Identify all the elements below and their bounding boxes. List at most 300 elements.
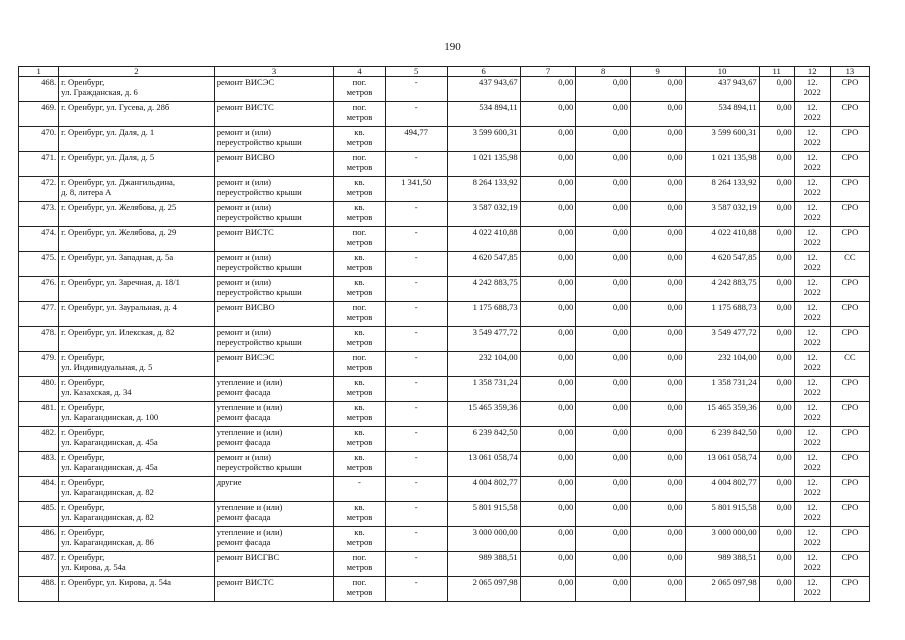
address-cell xyxy=(59,252,215,277)
cost-col9-cell: 0,00 xyxy=(630,302,685,327)
work-type-cell xyxy=(214,102,334,127)
cost-col8-cell: 0,00 xyxy=(576,277,631,302)
unit-cell xyxy=(334,252,386,277)
unit-cell-line: метров xyxy=(346,437,373,447)
cost-total-cell: 3 000 000,00 xyxy=(447,527,520,552)
column-header-6: 6 xyxy=(447,67,520,77)
unit-cell-line: пог. xyxy=(352,152,367,162)
row-number: 477. xyxy=(19,302,59,327)
unit-cell-line: метров xyxy=(346,462,373,472)
unit-cell-line: метров xyxy=(346,587,373,597)
cost-col10-cell: 1 175 688,73 xyxy=(685,302,759,327)
deadline-cell-line: 12. xyxy=(806,227,818,237)
volume-cell: - xyxy=(385,302,447,327)
method-cell: СРО xyxy=(830,77,869,102)
deadline-cell xyxy=(794,352,830,377)
cost-col11-cell: 0,00 xyxy=(759,227,794,252)
method-cell: СРО xyxy=(830,302,869,327)
work-type-cell-line: переустройство крыши xyxy=(216,337,302,347)
deadline-cell-line: 2022 xyxy=(803,437,821,447)
deadline-cell xyxy=(794,377,830,402)
deadline-cell-line: 12. xyxy=(806,152,818,162)
unit-cell-line: метров xyxy=(346,287,373,297)
cost-col9-cell: 0,00 xyxy=(630,377,685,402)
unit-cell-line: метров xyxy=(346,562,373,572)
deadline-cell-line: 12. xyxy=(806,327,818,337)
method-cell: СРО xyxy=(830,577,869,602)
cost-col9-cell: 0,00 xyxy=(630,552,685,577)
cost-total-cell: 8 264 133,92 xyxy=(447,177,520,202)
page-number: 190 xyxy=(444,41,461,53)
deadline-cell-line: 12. xyxy=(806,177,818,187)
deadline-cell-line: 2022 xyxy=(803,512,821,522)
deadline-cell-line: 12. xyxy=(806,277,818,287)
unit-cell-line: пог. xyxy=(352,302,367,312)
column-header-3: 3 xyxy=(214,67,334,77)
cost-total-cell: 1 175 688,73 xyxy=(447,302,520,327)
work-type-cell-line: ремонт и (или) xyxy=(216,127,272,137)
volume-cell: - xyxy=(385,352,447,377)
deadline-cell xyxy=(794,177,830,202)
work-type-cell xyxy=(214,77,334,102)
address-cell-line: г. Оренбург, xyxy=(61,77,105,87)
address-cell-line: г. Оренбург, xyxy=(61,477,105,487)
table-row xyxy=(19,102,870,127)
cost-col9-cell: 0,00 xyxy=(630,452,685,477)
volume-cell: - xyxy=(385,502,447,527)
cost-col11-cell: 0,00 xyxy=(759,202,794,227)
cost-col9-cell: 0,00 xyxy=(630,77,685,102)
unit-cell-line: метров xyxy=(346,87,373,97)
work-type-cell xyxy=(214,402,334,427)
method-cell: СРО xyxy=(830,327,869,352)
cost-col9-cell: 0,00 xyxy=(630,277,685,302)
address-cell xyxy=(59,152,215,177)
cost-col9-cell: 0,00 xyxy=(630,352,685,377)
works-table xyxy=(18,66,870,602)
unit-cell xyxy=(334,452,386,477)
volume-cell: - xyxy=(385,377,447,402)
volume-cell: - xyxy=(385,227,447,252)
deadline-cell-line: 12. xyxy=(806,127,818,137)
cost-col7-cell: 0,00 xyxy=(520,502,576,527)
address-cell-line: ул. Карагандинская, д. 100 xyxy=(61,412,159,422)
cost-col9-cell: 0,00 xyxy=(630,252,685,277)
deadline-cell-line: 2022 xyxy=(803,562,821,572)
unit-cell-line: метров xyxy=(346,162,373,172)
cost-col8-cell: 0,00 xyxy=(576,227,631,252)
work-type-cell xyxy=(214,527,334,552)
cost-col7-cell: 0,00 xyxy=(520,352,576,377)
deadline-cell xyxy=(794,527,830,552)
row-number: 475. xyxy=(19,252,59,277)
address-cell-line: ул. Карагандинская, д. 45а xyxy=(61,462,158,472)
work-type-cell-line: утепление и (или) xyxy=(216,527,283,537)
cost-col10-cell: 15 465 359,36 xyxy=(685,402,759,427)
method-cell: СРО xyxy=(830,152,869,177)
method-cell: СРО xyxy=(830,402,869,427)
unit-cell xyxy=(334,477,386,502)
cost-col8-cell: 0,00 xyxy=(576,527,631,552)
cost-col11-cell: 0,00 xyxy=(759,477,794,502)
cost-col8-cell: 0,00 xyxy=(576,327,631,352)
cost-col8-cell: 0,00 xyxy=(576,477,631,502)
cost-total-cell: 4 004 802,77 xyxy=(447,477,520,502)
volume-cell: - xyxy=(385,552,447,577)
deadline-cell-line: 12. xyxy=(806,252,818,262)
cost-col11-cell: 0,00 xyxy=(759,127,794,152)
deadline-cell xyxy=(794,252,830,277)
address-cell-line: г. Оренбург, xyxy=(61,427,105,437)
cost-col7-cell: 0,00 xyxy=(520,452,576,477)
cost-col9-cell: 0,00 xyxy=(630,577,685,602)
row-number: 472. xyxy=(19,177,59,202)
unit-cell-line: кв. xyxy=(354,427,365,437)
address-cell xyxy=(59,77,215,102)
cost-col7-cell: 0,00 xyxy=(520,377,576,402)
row-number: 484. xyxy=(19,477,59,502)
cost-col10-cell: 3 000 000,00 xyxy=(685,527,759,552)
work-type-cell-line: ремонт ВИСТС xyxy=(216,577,274,587)
table-row xyxy=(19,252,870,277)
cost-col11-cell: 0,00 xyxy=(759,577,794,602)
table-row xyxy=(19,502,870,527)
cost-col8-cell: 0,00 xyxy=(576,302,631,327)
cost-col10-cell: 5 801 915,58 xyxy=(685,502,759,527)
column-header-10: 10 xyxy=(685,67,759,77)
volume-cell: - xyxy=(385,252,447,277)
deadline-cell-line: 2022 xyxy=(803,362,821,372)
cost-col11-cell: 0,00 xyxy=(759,252,794,277)
row-number: 480. xyxy=(19,377,59,402)
deadline-cell-line: 2022 xyxy=(803,162,821,172)
deadline-cell xyxy=(794,152,830,177)
cost-col8-cell: 0,00 xyxy=(576,77,631,102)
cost-col11-cell: 0,00 xyxy=(759,352,794,377)
unit-cell-line: пог. xyxy=(352,552,367,562)
method-cell: СРО xyxy=(830,277,869,302)
table-row xyxy=(19,277,870,302)
cost-total-cell: 534 894,11 xyxy=(447,102,520,127)
unit-cell-line: кв. xyxy=(354,527,365,537)
cost-col11-cell: 0,00 xyxy=(759,77,794,102)
unit-cell-line: метров xyxy=(346,512,373,522)
deadline-cell-line: 2022 xyxy=(803,387,821,397)
table-row xyxy=(19,452,870,477)
method-cell: СРО xyxy=(830,102,869,127)
deadline-cell-line: 12. xyxy=(806,302,818,312)
table-row xyxy=(19,77,870,102)
method-cell: СРО xyxy=(830,427,869,452)
deadline-cell xyxy=(794,202,830,227)
address-cell-line: ул. Казахская, д. 34 xyxy=(61,387,132,397)
cost-col8-cell: 0,00 xyxy=(576,352,631,377)
cost-col8-cell: 0,00 xyxy=(576,402,631,427)
work-type-cell-line: ремонт фасада xyxy=(216,437,271,447)
volume-cell: 494,77 xyxy=(385,127,447,152)
deadline-cell-line: 2022 xyxy=(803,312,821,322)
deadline-cell-line: 12. xyxy=(806,577,818,587)
cost-col10-cell: 8 264 133,92 xyxy=(685,177,759,202)
work-type-cell-line: ремонт ВИСТС xyxy=(216,227,274,237)
address-cell xyxy=(59,477,215,502)
address-cell xyxy=(59,377,215,402)
cost-col10-cell: 3 549 477,72 xyxy=(685,327,759,352)
unit-cell-line: кв. xyxy=(354,402,365,412)
cost-col11-cell: 0,00 xyxy=(759,527,794,552)
deadline-cell-line: 2022 xyxy=(803,137,821,147)
row-number: 481. xyxy=(19,402,59,427)
cost-col7-cell: 0,00 xyxy=(520,402,576,427)
work-type-cell-line: ремонт и (или) xyxy=(216,252,272,262)
cost-col10-cell: 13 061 058,74 xyxy=(685,452,759,477)
work-type-cell xyxy=(214,352,334,377)
deadline-cell xyxy=(794,577,830,602)
unit-cell-line: пог. xyxy=(352,102,367,112)
address-cell xyxy=(59,427,215,452)
unit-cell-line: метров xyxy=(346,262,373,272)
cost-col8-cell: 0,00 xyxy=(576,577,631,602)
cost-col10-cell: 534 894,11 xyxy=(685,102,759,127)
deadline-cell-line: 12. xyxy=(806,502,818,512)
table-row xyxy=(19,227,870,252)
cost-col10-cell: 1 021 135,98 xyxy=(685,152,759,177)
deadline-cell-line: 12. xyxy=(806,452,818,462)
volume-cell: - xyxy=(385,77,447,102)
cost-total-cell: 4 620 547,85 xyxy=(447,252,520,277)
row-number: 483. xyxy=(19,452,59,477)
work-type-cell-line: утепление и (или) xyxy=(216,402,283,412)
row-number: 469. xyxy=(19,102,59,127)
cost-col8-cell: 0,00 xyxy=(576,502,631,527)
unit-cell-line: кв. xyxy=(354,277,365,287)
deadline-cell xyxy=(794,402,830,427)
cost-col10-cell: 4 004 802,77 xyxy=(685,477,759,502)
column-header-12: 12 xyxy=(794,67,830,77)
unit-cell-line: метров xyxy=(346,112,373,122)
table-row xyxy=(19,327,870,352)
address-cell xyxy=(59,352,215,377)
cost-col11-cell: 0,00 xyxy=(759,502,794,527)
work-type-cell-line: переустройство крыши xyxy=(216,462,302,472)
cost-col7-cell: 0,00 xyxy=(520,252,576,277)
cost-total-cell: 15 465 359,36 xyxy=(447,402,520,427)
address-cell-line: г. Оренбург, ул. Желябова, д. 25 xyxy=(61,202,177,212)
unit-cell-line: кв. xyxy=(354,502,365,512)
address-cell xyxy=(59,577,215,602)
deadline-cell-line: 2022 xyxy=(803,287,821,297)
address-cell-line: г. Оренбург, ул. Кирова, д. 54а xyxy=(61,577,171,587)
address-cell xyxy=(59,227,215,252)
address-cell xyxy=(59,527,215,552)
unit-cell xyxy=(334,502,386,527)
address-cell-line: ул. Карагандинская, д. 82 xyxy=(61,487,154,497)
deadline-cell-line: 12. xyxy=(806,102,818,112)
unit-cell xyxy=(334,202,386,227)
address-cell xyxy=(59,102,215,127)
cost-total-cell: 4 242 883,75 xyxy=(447,277,520,302)
unit-cell xyxy=(334,402,386,427)
address-cell-line: г. Оренбург, ул. Желябова, д. 29 xyxy=(61,227,177,237)
method-cell: СС xyxy=(830,252,869,277)
row-number: 476. xyxy=(19,277,59,302)
address-cell-line: ул. Карагандинская, д. 45а xyxy=(61,437,158,447)
volume-cell: 1 341,50 xyxy=(385,177,447,202)
cost-col10-cell: 989 388,51 xyxy=(685,552,759,577)
work-type-cell xyxy=(214,152,334,177)
cost-col10-cell: 6 239 842,50 xyxy=(685,427,759,452)
cost-col8-cell: 0,00 xyxy=(576,102,631,127)
address-cell-line: г. Оренбург, xyxy=(61,402,105,412)
deadline-cell-line: 12. xyxy=(806,477,818,487)
deadline-cell xyxy=(794,502,830,527)
unit-cell-line: кв. xyxy=(354,177,365,187)
header-row xyxy=(19,67,870,77)
address-cell-line: ул. Кирова, д. 54а xyxy=(61,562,126,572)
deadline-cell xyxy=(794,302,830,327)
address-cell xyxy=(59,402,215,427)
unit-cell-line: метров xyxy=(346,137,373,147)
column-header-11: 11 xyxy=(759,67,794,77)
unit-cell xyxy=(334,427,386,452)
cost-col7-cell: 0,00 xyxy=(520,277,576,302)
unit-cell-line: метров xyxy=(346,312,373,322)
table-row xyxy=(19,302,870,327)
column-header-13: 13 xyxy=(830,67,869,77)
cost-col11-cell: 0,00 xyxy=(759,327,794,352)
unit-cell xyxy=(334,552,386,577)
unit-cell xyxy=(334,227,386,252)
row-number: 470. xyxy=(19,127,59,152)
unit-cell-line: пог. xyxy=(352,352,367,362)
volume-cell: - xyxy=(385,327,447,352)
cost-col11-cell: 0,00 xyxy=(759,452,794,477)
work-type-cell-line: утепление и (или) xyxy=(216,377,283,387)
address-cell-line: г. Оренбург, ул. Зауральная, д. 4 xyxy=(61,302,177,312)
row-number: 482. xyxy=(19,427,59,452)
deadline-cell-line: 2022 xyxy=(803,537,821,547)
cost-col9-cell: 0,00 xyxy=(630,327,685,352)
unit-cell xyxy=(334,527,386,552)
table-row xyxy=(19,202,870,227)
work-type-cell-line: ремонт и (или) xyxy=(216,277,272,287)
deadline-cell-line: 2022 xyxy=(803,337,821,347)
volume-cell: - xyxy=(385,277,447,302)
cost-col11-cell: 0,00 xyxy=(759,552,794,577)
cost-col8-cell: 0,00 xyxy=(576,452,631,477)
cost-col8-cell: 0,00 xyxy=(576,152,631,177)
work-type-cell xyxy=(214,327,334,352)
cost-col9-cell: 0,00 xyxy=(630,402,685,427)
method-cell: СРО xyxy=(830,452,869,477)
work-type-cell xyxy=(214,502,334,527)
work-type-cell xyxy=(214,202,334,227)
cost-col8-cell: 0,00 xyxy=(576,252,631,277)
unit-cell-line: метров xyxy=(346,187,373,197)
cost-col8-cell: 0,00 xyxy=(576,552,631,577)
volume-cell: - xyxy=(385,527,447,552)
unit-cell xyxy=(334,127,386,152)
work-type-cell-line: утепление и (или) xyxy=(216,502,283,512)
method-cell: СРО xyxy=(830,177,869,202)
work-type-cell xyxy=(214,477,334,502)
column-header-1: 1 xyxy=(19,67,59,77)
deadline-cell xyxy=(794,127,830,152)
table-row xyxy=(19,577,870,602)
address-cell-line: г. Оренбург, ул. Гусева, д. 28б xyxy=(61,102,170,112)
address-cell xyxy=(59,277,215,302)
work-type-cell xyxy=(214,377,334,402)
work-type-cell-line: ремонт ВИСЭС xyxy=(216,77,275,87)
deadline-cell-line: 2022 xyxy=(803,112,821,122)
cost-col7-cell: 0,00 xyxy=(520,577,576,602)
work-type-cell-line: ремонт и (или) xyxy=(216,177,272,187)
unit-cell-line: кв. xyxy=(354,202,365,212)
row-number: 468. xyxy=(19,77,59,102)
cost-col7-cell: 0,00 xyxy=(520,177,576,202)
work-type-cell xyxy=(214,127,334,152)
method-cell: СРО xyxy=(830,552,869,577)
unit-cell xyxy=(334,327,386,352)
cost-col8-cell: 0,00 xyxy=(576,202,631,227)
cost-col10-cell: 4 022 410,88 xyxy=(685,227,759,252)
row-number: 479. xyxy=(19,352,59,377)
volume-cell: - xyxy=(385,452,447,477)
unit-cell-line: - xyxy=(358,477,361,487)
cost-col8-cell: 0,00 xyxy=(576,377,631,402)
unit-cell xyxy=(334,77,386,102)
address-cell-line: д. 8, литера А xyxy=(61,187,112,197)
column-header-9: 9 xyxy=(630,67,685,77)
deadline-cell xyxy=(794,77,830,102)
cost-col10-cell: 4 620 547,85 xyxy=(685,252,759,277)
cost-col10-cell: 2 065 097,98 xyxy=(685,577,759,602)
cost-col10-cell: 437 943,67 xyxy=(685,77,759,102)
cost-col10-cell: 3 587 032,19 xyxy=(685,202,759,227)
cost-col7-cell: 0,00 xyxy=(520,102,576,127)
cost-col10-cell: 3 599 600,31 xyxy=(685,127,759,152)
method-cell: СРО xyxy=(830,127,869,152)
unit-cell-line: метров xyxy=(346,237,373,247)
row-number: 485. xyxy=(19,502,59,527)
row-number: 488. xyxy=(19,577,59,602)
deadline-cell-line: 12. xyxy=(806,202,818,212)
cost-col11-cell: 0,00 xyxy=(759,377,794,402)
deadline-cell-line: 2022 xyxy=(803,412,821,422)
cost-col9-cell: 0,00 xyxy=(630,127,685,152)
unit-cell-line: метров xyxy=(346,412,373,422)
cost-col9-cell: 0,00 xyxy=(630,527,685,552)
work-type-cell xyxy=(214,552,334,577)
deadline-cell-line: 12. xyxy=(806,77,818,87)
cost-col8-cell: 0,00 xyxy=(576,177,631,202)
unit-cell xyxy=(334,152,386,177)
unit-cell xyxy=(334,102,386,127)
work-type-cell-line: ремонт и (или) xyxy=(216,327,272,337)
volume-cell: - xyxy=(385,202,447,227)
address-cell-line: г. Оренбург, xyxy=(61,527,105,537)
unit-cell xyxy=(334,177,386,202)
deadline-cell-line: 2022 xyxy=(803,187,821,197)
method-cell: СРО xyxy=(830,527,869,552)
row-number: 474. xyxy=(19,227,59,252)
unit-cell xyxy=(334,277,386,302)
cost-total-cell: 4 022 410,88 xyxy=(447,227,520,252)
work-type-cell-line: ремонт фасада xyxy=(216,412,271,422)
method-cell: СРО xyxy=(830,477,869,502)
deadline-cell-line: 12. xyxy=(806,402,818,412)
work-type-cell-line: переустройство крыши xyxy=(216,137,302,147)
